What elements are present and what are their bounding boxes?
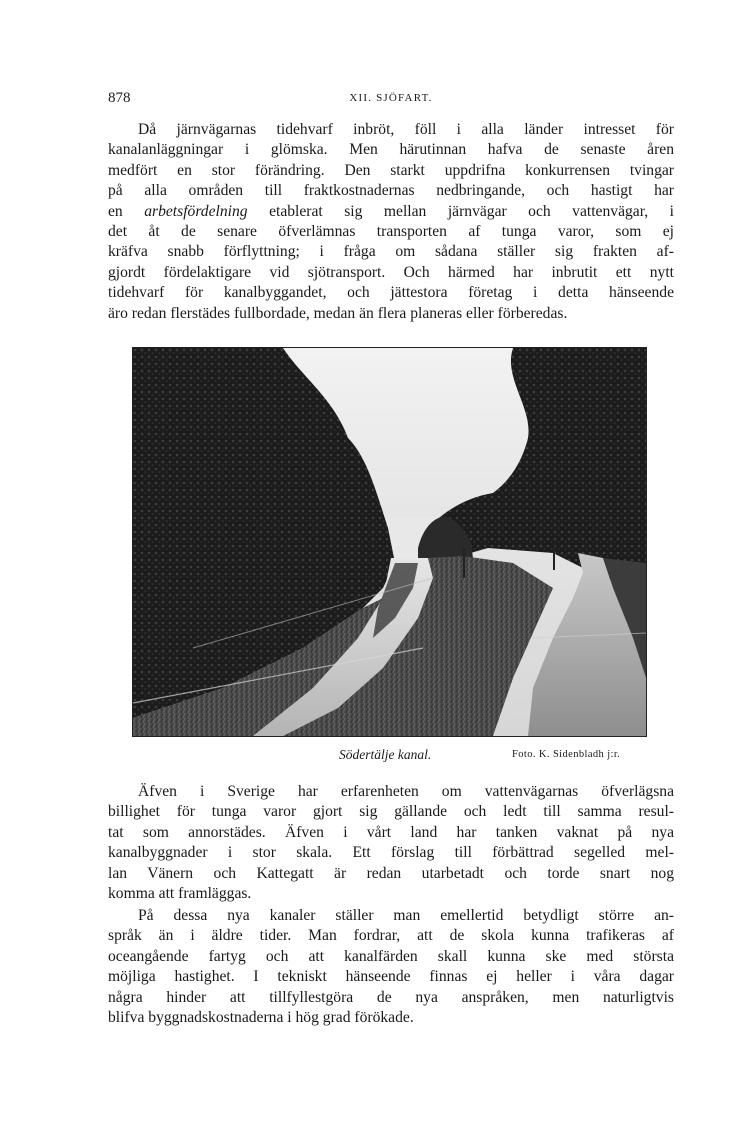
paragraph-2: [108, 782, 674, 904]
text-line: möjliga hastighet. I tekniskt hänseende finnas ej heller i våra dagar: [108, 968, 674, 986]
running-title: XII. SJÖFART.: [349, 92, 433, 104]
text-line: det åt de senare öfverlämnas transporten af tunga varor, som ej: [108, 223, 674, 241]
text-line: gjordt fördelaktigare vid sjötransport. Och härmed har inbrutit ett nytt: [108, 263, 674, 281]
text-line: Då järnvägarnas tidehvarf inbröt, föll i alla länder intresset för: [138, 121, 674, 138]
text-line: Äfven i Sverige har erfarenheten om vattenvägarnas öfverlägsna: [138, 783, 674, 800]
line-prefix: en: [108, 202, 123, 220]
text-line: medfört en stor förändring. Den starkt uppdrifna konkurrensen tvingar: [108, 161, 674, 179]
text-line: oceangående fartyg och att kanalfärden skall kunna ske med största: [108, 947, 674, 965]
text-line: några hinder att tillfyllestgöra de nya anspråken, men naturligtvis: [108, 988, 674, 1006]
page-header: [108, 90, 674, 110]
text-line: På dessa nya kanaler ställer man emellertid betydligt större an-: [138, 907, 674, 924]
text-line: billighet för tunga varor gjort sig gällande och ledt till samma resul-: [108, 803, 674, 821]
text-line: lan Vänern och Kattegatt är redan utarbetadt och torde snart nog: [108, 864, 674, 882]
text-line-with-emphasis: [108, 202, 674, 222]
canal-photograph: [132, 347, 647, 737]
text-line: kanalbyggnader i stor skala. Ett förslag till förbättrad segelled mel-: [108, 844, 674, 862]
text-line: äro redan flerstädes fullbordade, medan än flera planeras eller förberedas.: [108, 304, 568, 322]
text-line: på alla områden till fraktkostnadernas nedbringande, och hastigt har: [108, 182, 674, 200]
paragraph-3: [108, 906, 674, 1028]
emphasized-term: arbetsfördelning: [144, 202, 248, 220]
line-rest: etablerat sig mellan järnvägar och vattenvägar, i: [269, 202, 674, 220]
text-line: tat som annorstädes. Äfven i vårt land har tanken vaknat på nya: [108, 823, 674, 841]
text-line: kräfva snabb förflyttning; i fråga om sådana ställer sig frakten af-: [108, 243, 674, 261]
text-line: komma att framläggas.: [108, 885, 252, 903]
text-line: språk än i äldre tider. Man fordrar, att de skola kunna trafikeras af: [108, 927, 674, 945]
page-number: 878: [108, 90, 131, 106]
photo-credit: Foto. K. Sidenbladh j:r.: [512, 749, 621, 760]
text-line: kanalanläggningar i glömska. Men härutinnan hafva de senaste åren: [108, 141, 674, 159]
canal-photo-illustration: [133, 348, 646, 736]
text-line: blifva byggnadskostnaderna i hög grad förökade.: [108, 1009, 414, 1027]
figure-caption: Södertälje kanal.: [339, 747, 432, 762]
text-line: tidehvarf för kanalbyggandet, och jättestora företag i detta hänseende: [108, 284, 674, 302]
paragraph-1: [108, 120, 674, 324]
